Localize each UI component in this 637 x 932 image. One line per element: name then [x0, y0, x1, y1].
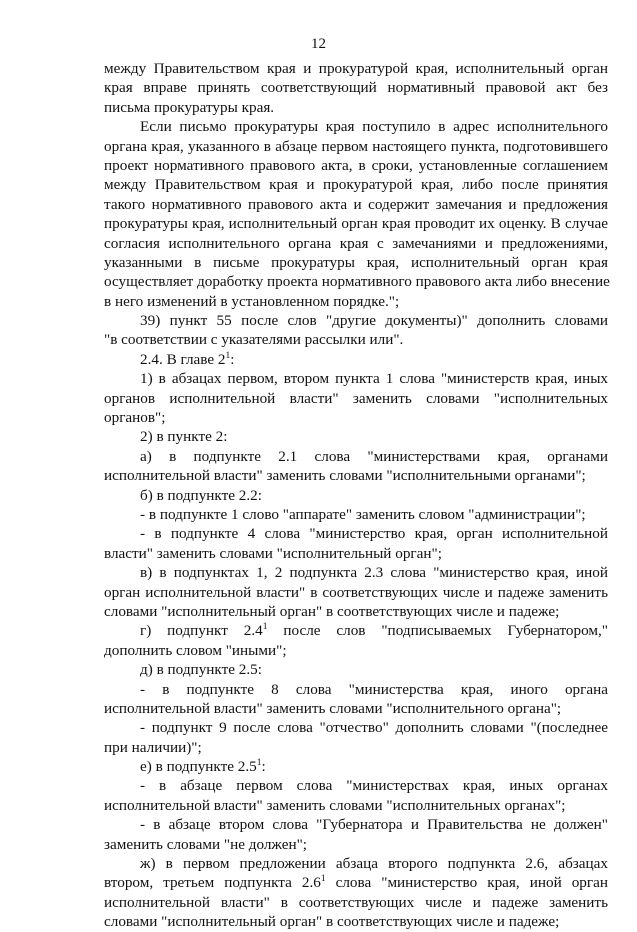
line-text-continued: :: [230, 350, 235, 368]
text-line: [104, 815, 608, 834]
text-line: [104, 641, 608, 660]
line-text: - в абзаце первом слова "министерствах края, иных органах: [140, 777, 608, 795]
line-text: письма прокуратуры края.: [104, 98, 275, 116]
line-text: д) в подпункте 2.5:: [140, 661, 262, 679]
superscript: 1: [320, 874, 326, 885]
line-text: проект нормативного правового акта, в сроки, установленные соглашением: [104, 156, 608, 174]
line-text: "в соответствии с указателями рассылки или".: [104, 331, 404, 349]
text-line: [104, 796, 608, 815]
line-text: исполнительной власти" заменить словами "исполнительными органами";: [104, 467, 586, 485]
line-text: дополнить словом "иными";: [104, 641, 287, 659]
line-text: - в абзаце втором слова "Губернатора и Правительства не должен": [140, 816, 608, 834]
line-text: 2) в пункте 2:: [140, 428, 228, 446]
text-line: [104, 776, 608, 795]
text-line: [104, 137, 608, 156]
line-text: в него изменений в установленном порядке.";: [104, 292, 400, 310]
text-line: [104, 505, 608, 524]
line-text: между Правительством края и прокуратурой края, либо после принятия: [104, 176, 608, 194]
line-text: органа края, указанного в абзаце первом настоящего пункта, подготовившего: [104, 137, 608, 155]
text-line: [104, 718, 608, 737]
line-text: словами "исполнительный орган" в соответствующих числе и падеже;: [104, 913, 560, 931]
text-line: [104, 757, 608, 776]
line-text: - в подпункте 1 слово "аппарате" заменить словом "администрации";: [140, 505, 586, 523]
text-line: [104, 835, 608, 854]
line-text: заменить словами "не должен";: [104, 835, 308, 853]
line-text: е) в подпункте 2.5: [140, 758, 257, 776]
line-text: осуществляет доработку проекта нормативного правового акта либо внесение: [104, 273, 610, 291]
text-line: [104, 854, 608, 873]
text-line: [104, 214, 608, 233]
line-text: между Правительством края и прокуратурой края, исполнительный орган: [104, 60, 608, 77]
text-line: [104, 408, 608, 427]
text-line: [104, 544, 608, 563]
text-line: [104, 272, 608, 291]
line-text-continued: после слов "подписываемых Губернатором,": [267, 622, 608, 640]
text-line: [104, 389, 608, 408]
text-line: [104, 602, 608, 621]
text-line: [104, 912, 608, 931]
line-text: исполнительной власти" в соответствующих числе и падеже заменить: [104, 893, 608, 911]
superscript: 1: [225, 350, 231, 361]
superscript: 1: [256, 758, 262, 769]
text-line: [104, 699, 608, 718]
text-line: [104, 524, 608, 543]
text-line: [104, 738, 608, 757]
text-line: [104, 195, 608, 214]
line-text: власти" заменить словами "исполнительный орган";: [104, 544, 442, 562]
line-text: б) в подпункте 2.2:: [140, 486, 262, 504]
text-line: [104, 563, 608, 582]
line-text: Если письмо прокуратуры края поступило в адрес исполнительного: [140, 118, 608, 136]
text-line: [104, 175, 608, 194]
line-text: указанными в письме прокуратуры края, исполнительный орган края: [104, 253, 608, 271]
line-text: 39) пункт 55 после слов "другие документы)" дополнить словами: [140, 312, 608, 330]
line-text: 1) в абзацах первом, втором пункта 1 слова "министерств края, иных: [140, 370, 608, 388]
line-text: согласия исполнительного органа края с замечаниями и предложениями,: [104, 234, 608, 252]
text-line: [104, 427, 608, 446]
text-line: [104, 98, 608, 117]
text-line: [104, 893, 608, 912]
text-line: [104, 486, 608, 505]
text-line: [104, 117, 608, 136]
line-text: края вправе принять соответствующий нормативный правовой акт без: [104, 79, 608, 97]
line-text-continued: :: [261, 758, 266, 776]
text-line: [104, 292, 608, 311]
line-text: г) подпункт 2.4: [140, 622, 263, 640]
text-line: [104, 350, 608, 369]
text-line: [104, 466, 608, 485]
line-text: - в подпункте 8 слова "министерства края, иного органа: [140, 680, 608, 698]
superscript: 1: [262, 622, 268, 633]
line-text: - подпункт 9 после слова "отчество" дополнить словами "(последнее: [140, 719, 608, 737]
text-line: [104, 873, 608, 892]
line-text: при наличии)";: [104, 738, 202, 756]
line-text: ж) в первом предложении абзаца второго подпункта 2.6, абзацах: [140, 855, 608, 873]
text-line: [104, 234, 608, 253]
text-line: [104, 680, 608, 699]
text-line: [104, 253, 608, 272]
line-text-continued: слова "министерство края, иной орган: [325, 874, 608, 892]
line-text: исполнительной власти" заменить словами "исполнительного органа";: [104, 699, 562, 717]
line-text: прокуратуры края, исполнительный орган края проводит их оценку. В случае: [104, 215, 608, 233]
text-line: [104, 59, 608, 78]
text-line: [104, 156, 608, 175]
text-line: [104, 621, 608, 640]
text-line: [104, 583, 608, 602]
text-line: [104, 369, 608, 388]
line-text: орган исполнительной власти" в соответствующих числе и падеже заменить: [104, 583, 608, 601]
line-text: исполнительной власти" заменить словами "исполнительных органах";: [104, 796, 566, 814]
document-body: [104, 59, 608, 932]
line-text: такого нормативного правового акта и содержит замечания и предложения: [104, 195, 608, 213]
text-line: [104, 660, 608, 679]
text-line: [104, 330, 608, 349]
line-text: - в подпункте 4 слова "министерство края, орган исполнительной: [140, 525, 608, 543]
text-line: [104, 78, 608, 97]
line-text: органов исполнительной власти" заменить словами "исполнительных: [104, 389, 608, 407]
line-text: в) в подпунктах 1, 2 подпункта 2.3 слова "министерство края, иной: [140, 564, 608, 582]
page-number: 12: [311, 36, 326, 52]
line-text: словами "исполнительный орган" в соответствующих числе и падеже;: [104, 602, 560, 620]
line-text: втором, третьем подпункта 2.6: [104, 874, 321, 892]
text-line: [104, 311, 608, 330]
line-text: 2.4. В главе 2: [140, 350, 226, 368]
line-text: а) в подпункте 2.1 слова "министерствами края, органами: [140, 447, 608, 465]
line-text: органов";: [104, 409, 166, 427]
text-line: [104, 447, 608, 466]
